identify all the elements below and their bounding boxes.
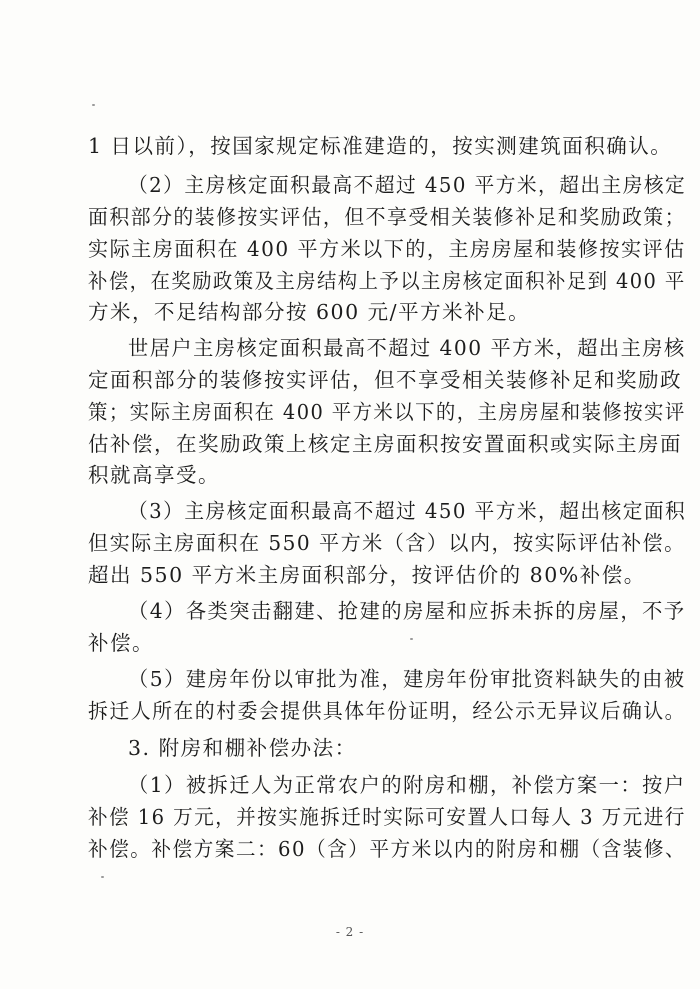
text-line: 定面积部分的装修按实评估，但不享受相关装修补足和奖励政 [88, 368, 682, 392]
text-line: 3. 附房和棚补偿办法： [128, 736, 357, 760]
text-line: （5）建房年份以审批为准，建房年份审批资料缺失的由被 [128, 667, 686, 691]
text-line: 补偿。 [88, 631, 154, 655]
text-line: 补偿 16 万元，并按实施拆迁时实际可安置人口每人 3 万元进行 [88, 805, 686, 829]
text-line: 估补偿，在奖励政策上核定主房面积按安置面积或实际主房面 [88, 432, 682, 456]
text-line: 但实际主房面积在 550 平方米（含）以内，按实际评估补偿。 [88, 531, 686, 555]
scan-speck [410, 638, 413, 640]
text-line: （1）被拆迁人为正常农户的附房和棚，补偿方案一：按户 [128, 773, 686, 797]
text-line: （4）各类突击翻建、抢建的房屋和应拆未拆的房屋，不予 [128, 599, 686, 623]
text-line: 拆迁人所在的村委会提供具体年份证明，经公示无异议后确认。 [88, 699, 687, 723]
text-line: 实际主房面积在 400 平方米以下的，主房房屋和装修按实评估 [88, 237, 686, 261]
text-line: 方米，不足结构部分按 600 元/平方米补足。 [88, 300, 531, 324]
text-line: （2）主房核定面积最高不超过 450 平方米，超出主房核定 [128, 173, 687, 197]
text-line: 补偿，在奖励政策及主房结构上予以主房核定面积补足到 400 平 [88, 269, 686, 293]
scan-speck [92, 104, 95, 106]
text-line: 面积部分的装修按实评估，但不享受相关装修补足和奖励政策； [88, 205, 687, 229]
scan-speck [101, 876, 104, 878]
text-line: （3）主房核定面积最高不超过 450 平方米，超出核定面积 [128, 499, 687, 523]
text-line: 世居户主房核定面积最高不超过 400 平方米，超出主房核 [128, 336, 686, 360]
text-line: 补偿。补偿方案二：60（含）平方米以内的附房和棚（含装修、 [88, 837, 687, 861]
text-line: 超出 550 平方米主房面积部分，按评估价的 80%补偿。 [88, 563, 646, 587]
text-line: 积就高享受。 [88, 463, 220, 487]
text-line: 1 日以前），按国家规定标准建造的，按实测建筑面积确认。 [88, 134, 673, 158]
page-number: - 2 - [335, 925, 365, 939]
text-line: 策；实际主房面积在 400 平方米以下的，主房房屋和装修按实评 [88, 400, 686, 424]
